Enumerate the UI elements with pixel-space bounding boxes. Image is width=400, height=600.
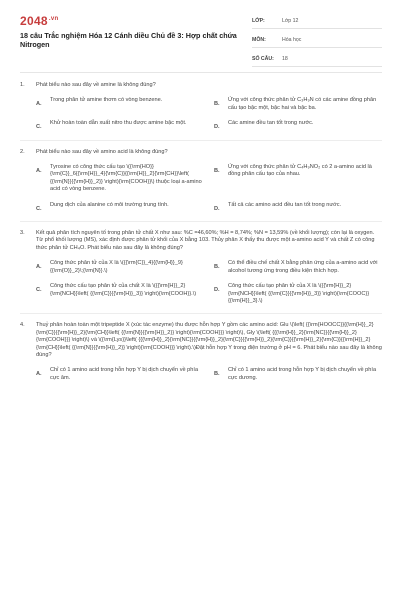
option-a[interactable]: A. Tyrosine có công thức cấu tạo \({\rm{HO}}{\rm{C}}_6{{\rm{H}}_4}{\rm{C}}{{\rm{H}}_2}{\rm{CH}}\left( {{\rm{N}}{{\rm{H}}_2}} \right){\rm{COOH}}\) thuộc loại a-amino acid có vòng benzene. — [36, 164, 202, 193]
document-header — [0, 0, 400, 72]
option-a[interactable]: A. Chỉ có 1 amino acid trong hỗn hợp Y bị dịch chuyển về phía cực âm. — [36, 367, 199, 381]
page-title: 18 câu Trắc nghiệm Hóa 12 Cánh diều Chủ đề 3: Hợp chất chứa Nitrogen — [20, 31, 237, 49]
answer-options — [20, 367, 382, 382]
option-b[interactable]: B. Ứng với công thức phân tử C₄H₉NO₂ có 2 a-amino acid là đồng phân cấu tạo của nhau. — [214, 164, 372, 178]
answer-options — [20, 97, 382, 131]
option-b[interactable]: B. Ứng với công thức phân tử C₃H₉N có các amine đồng phân cấu tạo bậc một, bậc hai và bậc ba. — [214, 97, 377, 111]
question-stem: 2. Phát biểu nào sau đây về amino acid là không đúng? — [20, 148, 168, 155]
option-d[interactable]: D. Tất cả các amino acid đều tan tốt trong nước. — [214, 201, 342, 212]
option-c[interactable]: C. Dung dịch của alanine có môi trường trung tính. — [36, 201, 169, 212]
option-d[interactable]: D. Công thức cấu tạo phân tử của X là \({{\rm{H}}_2}{\rm{NCH}}\left( {{\rm{C}}{{\rm{H}}_3}} \right){\rm{COOC}}{{\rm{H}}_3}.\) — [214, 283, 370, 304]
question-stem: 4. Thuỷ phân hoàn toàn một tripeptide X (xúc tác enzyme) thu được hỗn hợp Y gồm các amino acid: Glu \(\left( {{\rm{HOOCC}}{{\rm{H}}_2}{\rm{C}}{{\rm{H}}_2}{\rm{CH}}\left( {{\rm{N}}{{\rm{H}}_2}} \right){\rm{COOH}}} \right)\), Gly \(\left( {{{\rm{H}}_2}{\rm{NC}}{{\rm{H}}_2}{\rm{COOH}}} \right)\) và \({\rm{Lys}}\left( {{{\rm{H}}_2}{\rm{NC}}{{\rm{H}}_2}{\rm{C}}{{\rm{H}}_2}{\rm{C}}{{\rm{H}}_2}{\rm{C}}{{\rm{H}}_2}{\rm{CH}}\left( {{\rm{N}}{{\rm{H}}_2}} \right){\rm{COOH}}} \right).\)Đặt hỗn hợp Y trong điện trường ở pH = 6. Phát biểu nào sau đây là không đúng? — [20, 322, 382, 358]
question-stem: 1. Phát biểu nào sau đây về amine là không đúng? — [20, 82, 156, 88]
question-3 — [20, 230, 382, 314]
meta-box — [252, 14, 382, 71]
option-a[interactable]: A. Công thức phân tử của X là \({{\rm{C}}_4}{{\rm{H}}_9}{{\rm{O}}_2}\;{\rm{N}}.\) — [36, 260, 183, 274]
question-2 — [20, 149, 382, 222]
option-d[interactable]: D. Các amine đều tan tốt trong nước. — [214, 120, 314, 131]
meta-row-count: SỐ CÂU: 18 — [252, 52, 382, 67]
option-b[interactable]: B. Có thể điều chế chất X bằng phản ứng của a-amino acid với alcohol tương ứng trong điều kiện thích hợp. — [214, 260, 378, 274]
site-logo[interactable]: $2048^{.vn}$ — [20, 14, 59, 28]
option-a[interactable]: A. Trong phân tử amine thơm có vòng benzene. — [36, 97, 163, 108]
answer-options — [20, 164, 382, 213]
answer-options — [20, 260, 382, 305]
option-c[interactable]: C. Khử hoàn toàn dẫn xuất nitro thu được amine bậc một. — [36, 120, 187, 131]
question-stem: 3. Kết quả phân tích nguyên tố trong phân tử chất X như sau: %C =46,60%; %H = 8,74%; %N = 13,59% (về khối lượng); còn lại là oxygen. Từ phổ khối lượng (MS), xác định được phân tử khối của X bằng 103. Thủy phân X thấy thu được một a-amino acid Y và chất Z có công thức phân tử CH₄O. Phát biểu nào sau đây là không đúng? — [20, 230, 375, 251]
option-c[interactable]: C. Công thức cấu tạo phân tử của chất X là \({{\rm{H}}_2}{\rm{NCH}}\left( {{\rm{C}}{{\rm{H}}_3}} \right){\rm{COOH}}.\) — [36, 283, 197, 297]
meta-row-class: LỚP: Lớp 12 — [252, 14, 382, 29]
question-1 — [20, 82, 382, 141]
question-list — [20, 76, 382, 398]
header-divider — [20, 72, 382, 73]
meta-row-subject: MÔN: Hóa học — [252, 33, 382, 48]
question-4 — [20, 322, 382, 390]
option-b[interactable]: B. Chỉ có 1 amino acid trong hỗn hợp Y bị dịch chuyển về phía cực dương. — [214, 367, 377, 381]
